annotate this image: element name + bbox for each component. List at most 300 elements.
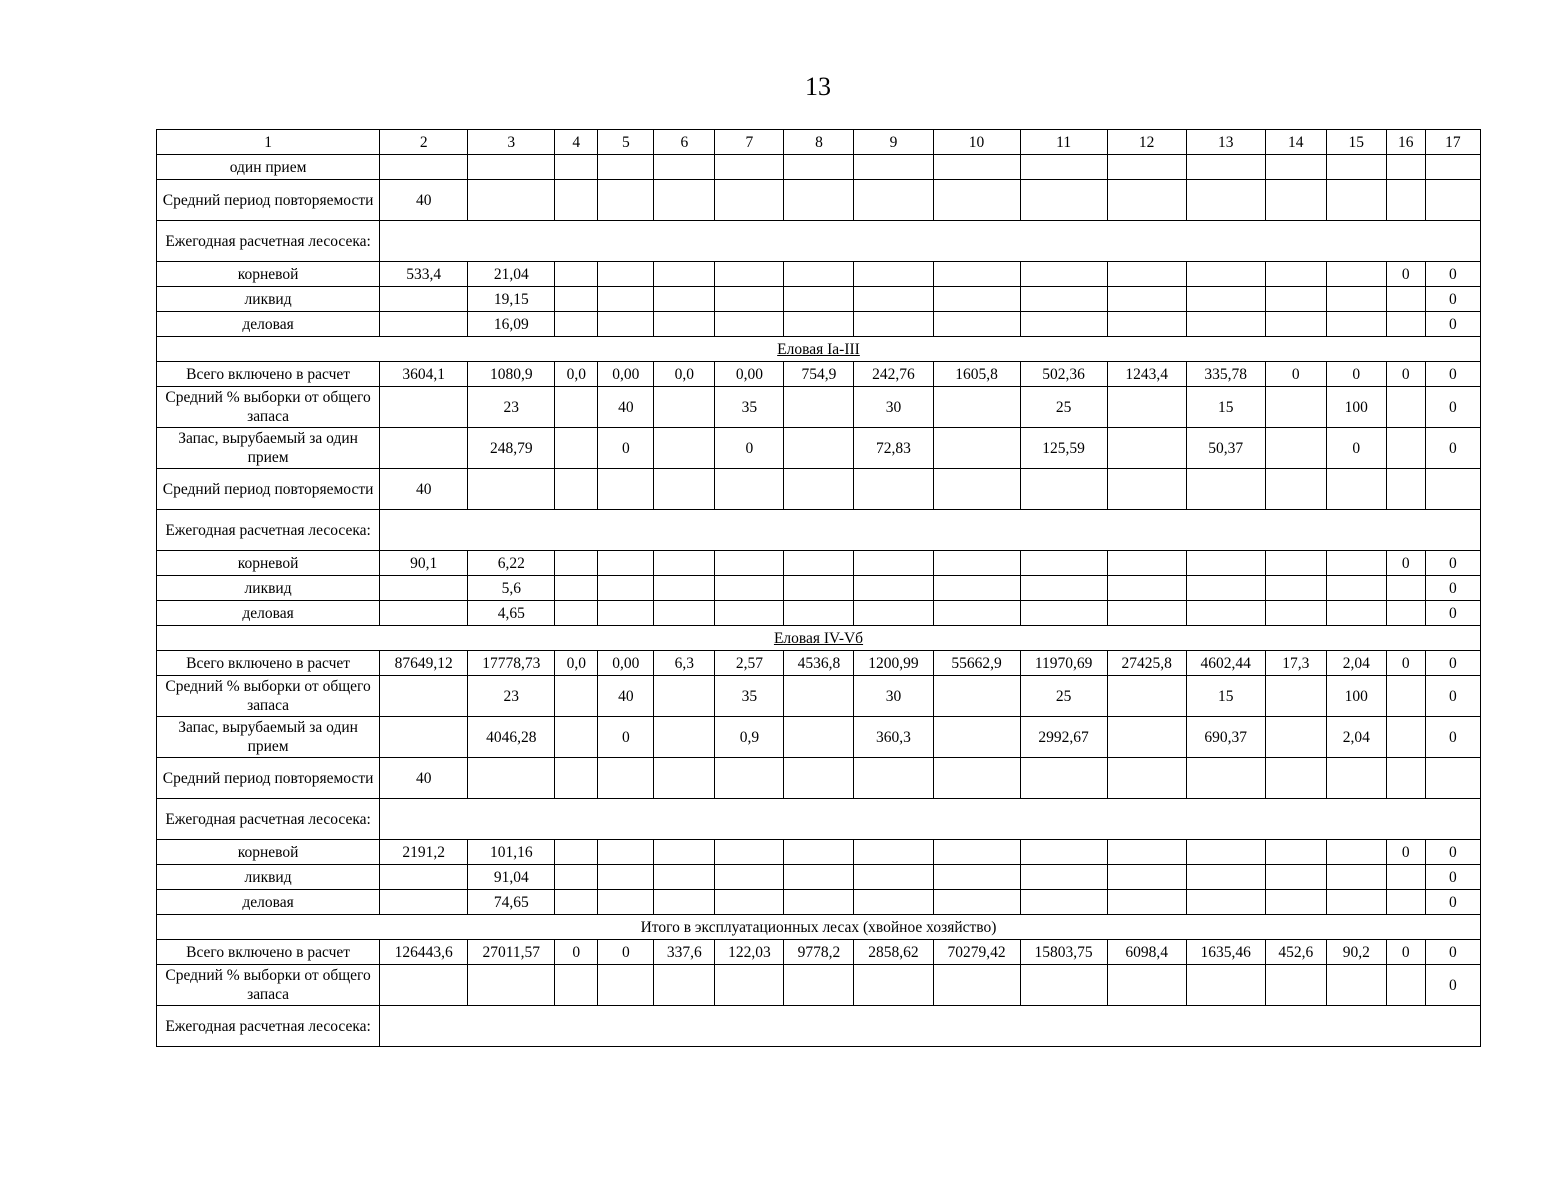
row-label: Средний % выборки от общего запаса <box>157 965 380 1006</box>
table-cell <box>854 758 933 799</box>
table-cell <box>555 965 598 1006</box>
table-cell <box>1386 576 1425 601</box>
table-cell: 0 <box>1425 387 1480 428</box>
table-cell <box>715 576 784 601</box>
row-label: Всего включено в расчет <box>157 940 380 965</box>
table-cell: 6,22 <box>468 551 555 576</box>
table-cell <box>784 551 854 576</box>
table-cell <box>555 180 598 221</box>
table-cell <box>598 865 654 890</box>
table-cell <box>598 551 654 576</box>
table-cell: 0,9 <box>715 717 784 758</box>
table-cell <box>715 601 784 626</box>
row-label: ликвид <box>157 865 380 890</box>
table-cell: 55662,9 <box>933 651 1020 676</box>
table-cell <box>1265 287 1326 312</box>
table-cell <box>1265 312 1326 337</box>
table-cell <box>1386 287 1425 312</box>
table-cell: 335,78 <box>1186 362 1265 387</box>
table-cell <box>1020 576 1107 601</box>
table-cell: 15 <box>1186 387 1265 428</box>
row-label: корневой <box>157 551 380 576</box>
table-cell <box>933 287 1020 312</box>
table-cell: 0 <box>1425 576 1480 601</box>
table-cell: 23 <box>468 387 555 428</box>
table-cell <box>555 717 598 758</box>
table-cell <box>555 676 598 717</box>
table-cell: 27425,8 <box>1107 651 1186 676</box>
table-cell <box>784 758 854 799</box>
table-cell: 533,4 <box>380 262 468 287</box>
table-cell <box>1020 890 1107 915</box>
table-cell <box>784 469 854 510</box>
table-cell: 35 <box>715 676 784 717</box>
table-cell: 4536,8 <box>784 651 854 676</box>
table-row <box>157 469 1481 510</box>
table-cell <box>854 840 933 865</box>
table-cell <box>1107 428 1186 469</box>
table-cell <box>1186 890 1265 915</box>
table-cell: 0 <box>1425 312 1480 337</box>
table-cell: 122,03 <box>715 940 784 965</box>
table-cell: 70279,42 <box>933 940 1020 965</box>
forest-data-table <box>156 129 1481 1047</box>
table-cell: 100 <box>1326 387 1386 428</box>
table-cell <box>715 469 784 510</box>
table-cell <box>380 717 468 758</box>
table-cell <box>1020 262 1107 287</box>
row-label: Средний % выборки от общего запаса <box>157 676 380 717</box>
table-cell <box>1326 890 1386 915</box>
table-cell <box>1020 312 1107 337</box>
table-cell <box>1326 312 1386 337</box>
table-cell: 25 <box>1020 387 1107 428</box>
row-label: деловая <box>157 890 380 915</box>
column-header: 14 <box>1265 130 1326 155</box>
table-row <box>157 155 1481 180</box>
table-cell <box>933 890 1020 915</box>
table-cell: 25 <box>1020 676 1107 717</box>
table-cell <box>1386 155 1425 180</box>
table-cell: 0 <box>1326 362 1386 387</box>
table-cell <box>1386 180 1425 221</box>
table-cell <box>854 262 933 287</box>
table-cell <box>1265 262 1326 287</box>
table-row <box>157 180 1481 221</box>
column-header-row <box>157 130 1481 155</box>
table-cell <box>654 469 715 510</box>
table-cell: 2,04 <box>1326 717 1386 758</box>
table-row <box>157 799 1481 840</box>
page-number: 13 <box>805 72 831 101</box>
table-cell <box>1107 576 1186 601</box>
table-cell <box>1107 180 1186 221</box>
table-cell: 2,57 <box>715 651 784 676</box>
table-body <box>157 155 1481 1047</box>
table-cell: 90,2 <box>1326 940 1386 965</box>
table-cell <box>1186 312 1265 337</box>
table-cell <box>933 965 1020 1006</box>
row-label: корневой <box>157 262 380 287</box>
row-label: деловая <box>157 601 380 626</box>
table-cell <box>380 965 468 1006</box>
table-cell: 4602,44 <box>1186 651 1265 676</box>
row-label: Средний период повторяемости <box>157 758 380 799</box>
table-cell <box>555 890 598 915</box>
table-cell: 1200,99 <box>854 651 933 676</box>
table-cell <box>555 865 598 890</box>
table-cell <box>555 576 598 601</box>
table-cell <box>555 469 598 510</box>
column-header: 1 <box>157 130 380 155</box>
table-cell <box>468 965 555 1006</box>
table-cell <box>1020 551 1107 576</box>
table-cell <box>784 387 854 428</box>
table-cell: 0,0 <box>555 651 598 676</box>
column-header: 15 <box>1326 130 1386 155</box>
table-cell <box>380 287 468 312</box>
table-cell <box>1326 180 1386 221</box>
table-cell <box>1107 262 1186 287</box>
row-label: Средний % выборки от общего запаса <box>157 387 380 428</box>
row-label: Средний период повторяемости <box>157 180 380 221</box>
table-cell <box>555 387 598 428</box>
table-cell: 1635,46 <box>1186 940 1265 965</box>
table-cell <box>1186 576 1265 601</box>
table-cell <box>654 387 715 428</box>
table-cell <box>1326 840 1386 865</box>
table-cell <box>933 180 1020 221</box>
table-cell <box>854 551 933 576</box>
table-row <box>157 1006 1481 1047</box>
table-cell <box>715 287 784 312</box>
table-cell <box>1186 551 1265 576</box>
table-cell: 0,0 <box>654 362 715 387</box>
table-cell <box>1020 180 1107 221</box>
table-cell <box>1326 576 1386 601</box>
table-cell: 16,09 <box>468 312 555 337</box>
table-cell: 0 <box>1425 717 1480 758</box>
table-cell: 0 <box>1425 287 1480 312</box>
table-cell <box>933 576 1020 601</box>
table-cell <box>1107 155 1186 180</box>
table-cell <box>555 262 598 287</box>
table-row <box>157 551 1481 576</box>
table-cell: 0 <box>1425 651 1480 676</box>
table-cell <box>555 312 598 337</box>
table-cell <box>854 155 933 180</box>
row-label: Запас, вырубаемый за один прием <box>157 428 380 469</box>
table-row <box>157 965 1481 1006</box>
table-cell <box>1386 387 1425 428</box>
table-cell <box>784 840 854 865</box>
table-cell <box>1265 387 1326 428</box>
table-cell: 23 <box>468 676 555 717</box>
table-cell <box>715 312 784 337</box>
table-cell <box>1265 840 1326 865</box>
column-header: 9 <box>854 130 933 155</box>
table-cell <box>933 262 1020 287</box>
table-cell <box>784 601 854 626</box>
section-header-row <box>157 915 1481 940</box>
table-cell <box>555 840 598 865</box>
table-cell <box>654 155 715 180</box>
table-cell: 2858,62 <box>854 940 933 965</box>
table-cell <box>1386 758 1425 799</box>
table-cell <box>784 155 854 180</box>
column-header: 6 <box>654 130 715 155</box>
table-cell <box>598 758 654 799</box>
table-cell: 502,36 <box>1020 362 1107 387</box>
table-cell: 40 <box>380 758 468 799</box>
table-cell: 0 <box>1386 551 1425 576</box>
table-cell: 100 <box>1326 676 1386 717</box>
table-cell <box>933 428 1020 469</box>
table-cell <box>715 180 784 221</box>
table-cell <box>1186 965 1265 1006</box>
table-cell: 0 <box>1265 362 1326 387</box>
table-row <box>157 601 1481 626</box>
table-cell <box>784 890 854 915</box>
table-cell <box>654 262 715 287</box>
table-row <box>157 287 1481 312</box>
table-cell <box>784 576 854 601</box>
table-cell <box>1386 676 1425 717</box>
table-cell <box>1386 965 1425 1006</box>
table-cell: 30 <box>854 676 933 717</box>
table-cell: 1080,9 <box>468 362 555 387</box>
table-cell <box>555 758 598 799</box>
table-cell <box>598 469 654 510</box>
table-cell <box>1326 287 1386 312</box>
column-header: 4 <box>555 130 598 155</box>
table-cell <box>1107 312 1186 337</box>
table-cell <box>1326 551 1386 576</box>
table-cell: 101,16 <box>468 840 555 865</box>
table-cell: 21,04 <box>468 262 555 287</box>
table-cell: 337,6 <box>654 940 715 965</box>
table-cell <box>854 576 933 601</box>
table-cell <box>1107 717 1186 758</box>
table-cell <box>1186 758 1265 799</box>
table-cell <box>715 890 784 915</box>
table-cell <box>1186 840 1265 865</box>
table-cell <box>715 965 784 1006</box>
table-cell <box>654 717 715 758</box>
table-cell <box>468 758 555 799</box>
table-cell <box>1020 758 1107 799</box>
table-cell: 91,04 <box>468 865 555 890</box>
table-row <box>157 865 1481 890</box>
table-cell <box>598 890 654 915</box>
table-cell <box>933 312 1020 337</box>
table-cell <box>1107 469 1186 510</box>
table-cell <box>1386 717 1425 758</box>
table-row <box>157 510 1481 551</box>
table-cell <box>784 180 854 221</box>
table-cell <box>1107 287 1186 312</box>
table-cell: 0 <box>1425 551 1480 576</box>
table-cell <box>468 155 555 180</box>
table-cell <box>380 576 468 601</box>
table-cell <box>1020 469 1107 510</box>
table-cell: 6098,4 <box>1107 940 1186 965</box>
table-cell <box>1265 965 1326 1006</box>
table-cell <box>1326 262 1386 287</box>
table-cell <box>933 676 1020 717</box>
table-row <box>157 676 1481 717</box>
section-title: Еловая Ia-III <box>157 337 1481 362</box>
table-cell <box>1107 865 1186 890</box>
table-cell <box>654 287 715 312</box>
table-cell: 40 <box>380 469 468 510</box>
table-cell <box>854 601 933 626</box>
table-cell <box>380 601 468 626</box>
table-cell: 30 <box>854 387 933 428</box>
column-header: 3 <box>468 130 555 155</box>
table-cell <box>468 469 555 510</box>
table-cell <box>1107 840 1186 865</box>
table-cell <box>1265 469 1326 510</box>
table-cell <box>933 551 1020 576</box>
table-cell: 0 <box>555 940 598 965</box>
table-cell: 4,65 <box>468 601 555 626</box>
table-cell: 452,6 <box>1265 940 1326 965</box>
table-cell: 15 <box>1186 676 1265 717</box>
section-title: Еловая IV-Vб <box>157 626 1481 651</box>
table-cell <box>380 676 468 717</box>
table-cell <box>854 469 933 510</box>
row-label: Ежегодная расчетная лесосека: <box>157 1006 380 1047</box>
table-cell: 0 <box>1425 865 1480 890</box>
table-cell: 0 <box>1326 428 1386 469</box>
table-cell <box>598 840 654 865</box>
table-cell <box>933 469 1020 510</box>
table-cell: 72,83 <box>854 428 933 469</box>
table-cell <box>654 312 715 337</box>
table-cell <box>1107 890 1186 915</box>
table-cell: 17778,73 <box>468 651 555 676</box>
table-cell <box>654 428 715 469</box>
table-cell: 87649,12 <box>380 651 468 676</box>
table-cell: 74,65 <box>468 890 555 915</box>
table-cell: 90,1 <box>380 551 468 576</box>
table-cell <box>933 155 1020 180</box>
table-cell: 4046,28 <box>468 717 555 758</box>
table-cell: 0 <box>598 717 654 758</box>
table-cell <box>1265 676 1326 717</box>
column-header: 2 <box>380 130 468 155</box>
table-cell <box>715 551 784 576</box>
column-header: 8 <box>784 130 854 155</box>
table-cell: 0 <box>1386 362 1425 387</box>
table-cell: 3604,1 <box>380 362 468 387</box>
table-cell <box>555 155 598 180</box>
table-row <box>157 576 1481 601</box>
table-cell <box>654 758 715 799</box>
table-cell <box>555 601 598 626</box>
table-cell <box>598 262 654 287</box>
table-cell <box>933 840 1020 865</box>
table-cell <box>1386 890 1425 915</box>
table-cell: 0 <box>1425 428 1480 469</box>
row-label: один прием <box>157 155 380 180</box>
table-cell <box>1386 601 1425 626</box>
table-cell <box>1265 717 1326 758</box>
table-cell <box>1020 155 1107 180</box>
table-cell: 27011,57 <box>468 940 555 965</box>
table-cell <box>1386 312 1425 337</box>
table-cell <box>598 155 654 180</box>
table-cell <box>1186 287 1265 312</box>
table-cell <box>598 287 654 312</box>
table-cell <box>784 312 854 337</box>
table-cell <box>598 180 654 221</box>
table-cell <box>1265 180 1326 221</box>
table-cell <box>933 758 1020 799</box>
table-row <box>157 758 1481 799</box>
table-cell: 0 <box>715 428 784 469</box>
row-label: ликвид <box>157 287 380 312</box>
table-cell <box>380 428 468 469</box>
table-cell <box>1265 890 1326 915</box>
table-row <box>157 840 1481 865</box>
table-cell: 0 <box>1386 840 1425 865</box>
merged-empty-cell <box>380 1006 1481 1047</box>
table-cell <box>555 428 598 469</box>
table-cell: 0,00 <box>715 362 784 387</box>
row-label: Ежегодная расчетная лесосека: <box>157 510 380 551</box>
section-header-row <box>157 626 1481 651</box>
table-cell: 35 <box>715 387 784 428</box>
table-cell <box>784 717 854 758</box>
table-cell <box>654 890 715 915</box>
table-cell <box>933 387 1020 428</box>
table-cell <box>1386 469 1425 510</box>
table-cell <box>1326 469 1386 510</box>
table-cell <box>854 890 933 915</box>
table-cell <box>715 262 784 287</box>
table-cell <box>1020 601 1107 626</box>
table-cell <box>1107 601 1186 626</box>
table-cell: 0 <box>598 428 654 469</box>
table-cell <box>1265 428 1326 469</box>
table-cell: 2992,67 <box>1020 717 1107 758</box>
row-label: Всего включено в расчет <box>157 362 380 387</box>
table-cell <box>380 155 468 180</box>
table-cell <box>654 601 715 626</box>
table-cell: 0,00 <box>598 651 654 676</box>
table-cell <box>1107 551 1186 576</box>
table-cell <box>1425 469 1480 510</box>
table-row <box>157 262 1481 287</box>
table-cell <box>933 865 1020 890</box>
table-cell <box>654 965 715 1006</box>
table-cell <box>1020 840 1107 865</box>
table-cell: 50,37 <box>1186 428 1265 469</box>
table-cell <box>1107 758 1186 799</box>
row-label: Ежегодная расчетная лесосека: <box>157 221 380 262</box>
table-cell: 17,3 <box>1265 651 1326 676</box>
table-cell <box>1265 865 1326 890</box>
table-cell <box>784 287 854 312</box>
table-cell: 40 <box>598 676 654 717</box>
table-cell <box>784 965 854 1006</box>
row-label: Ежегодная расчетная лесосека: <box>157 799 380 840</box>
table-cell: 754,9 <box>784 362 854 387</box>
table-cell <box>1386 428 1425 469</box>
table-cell <box>715 865 784 890</box>
